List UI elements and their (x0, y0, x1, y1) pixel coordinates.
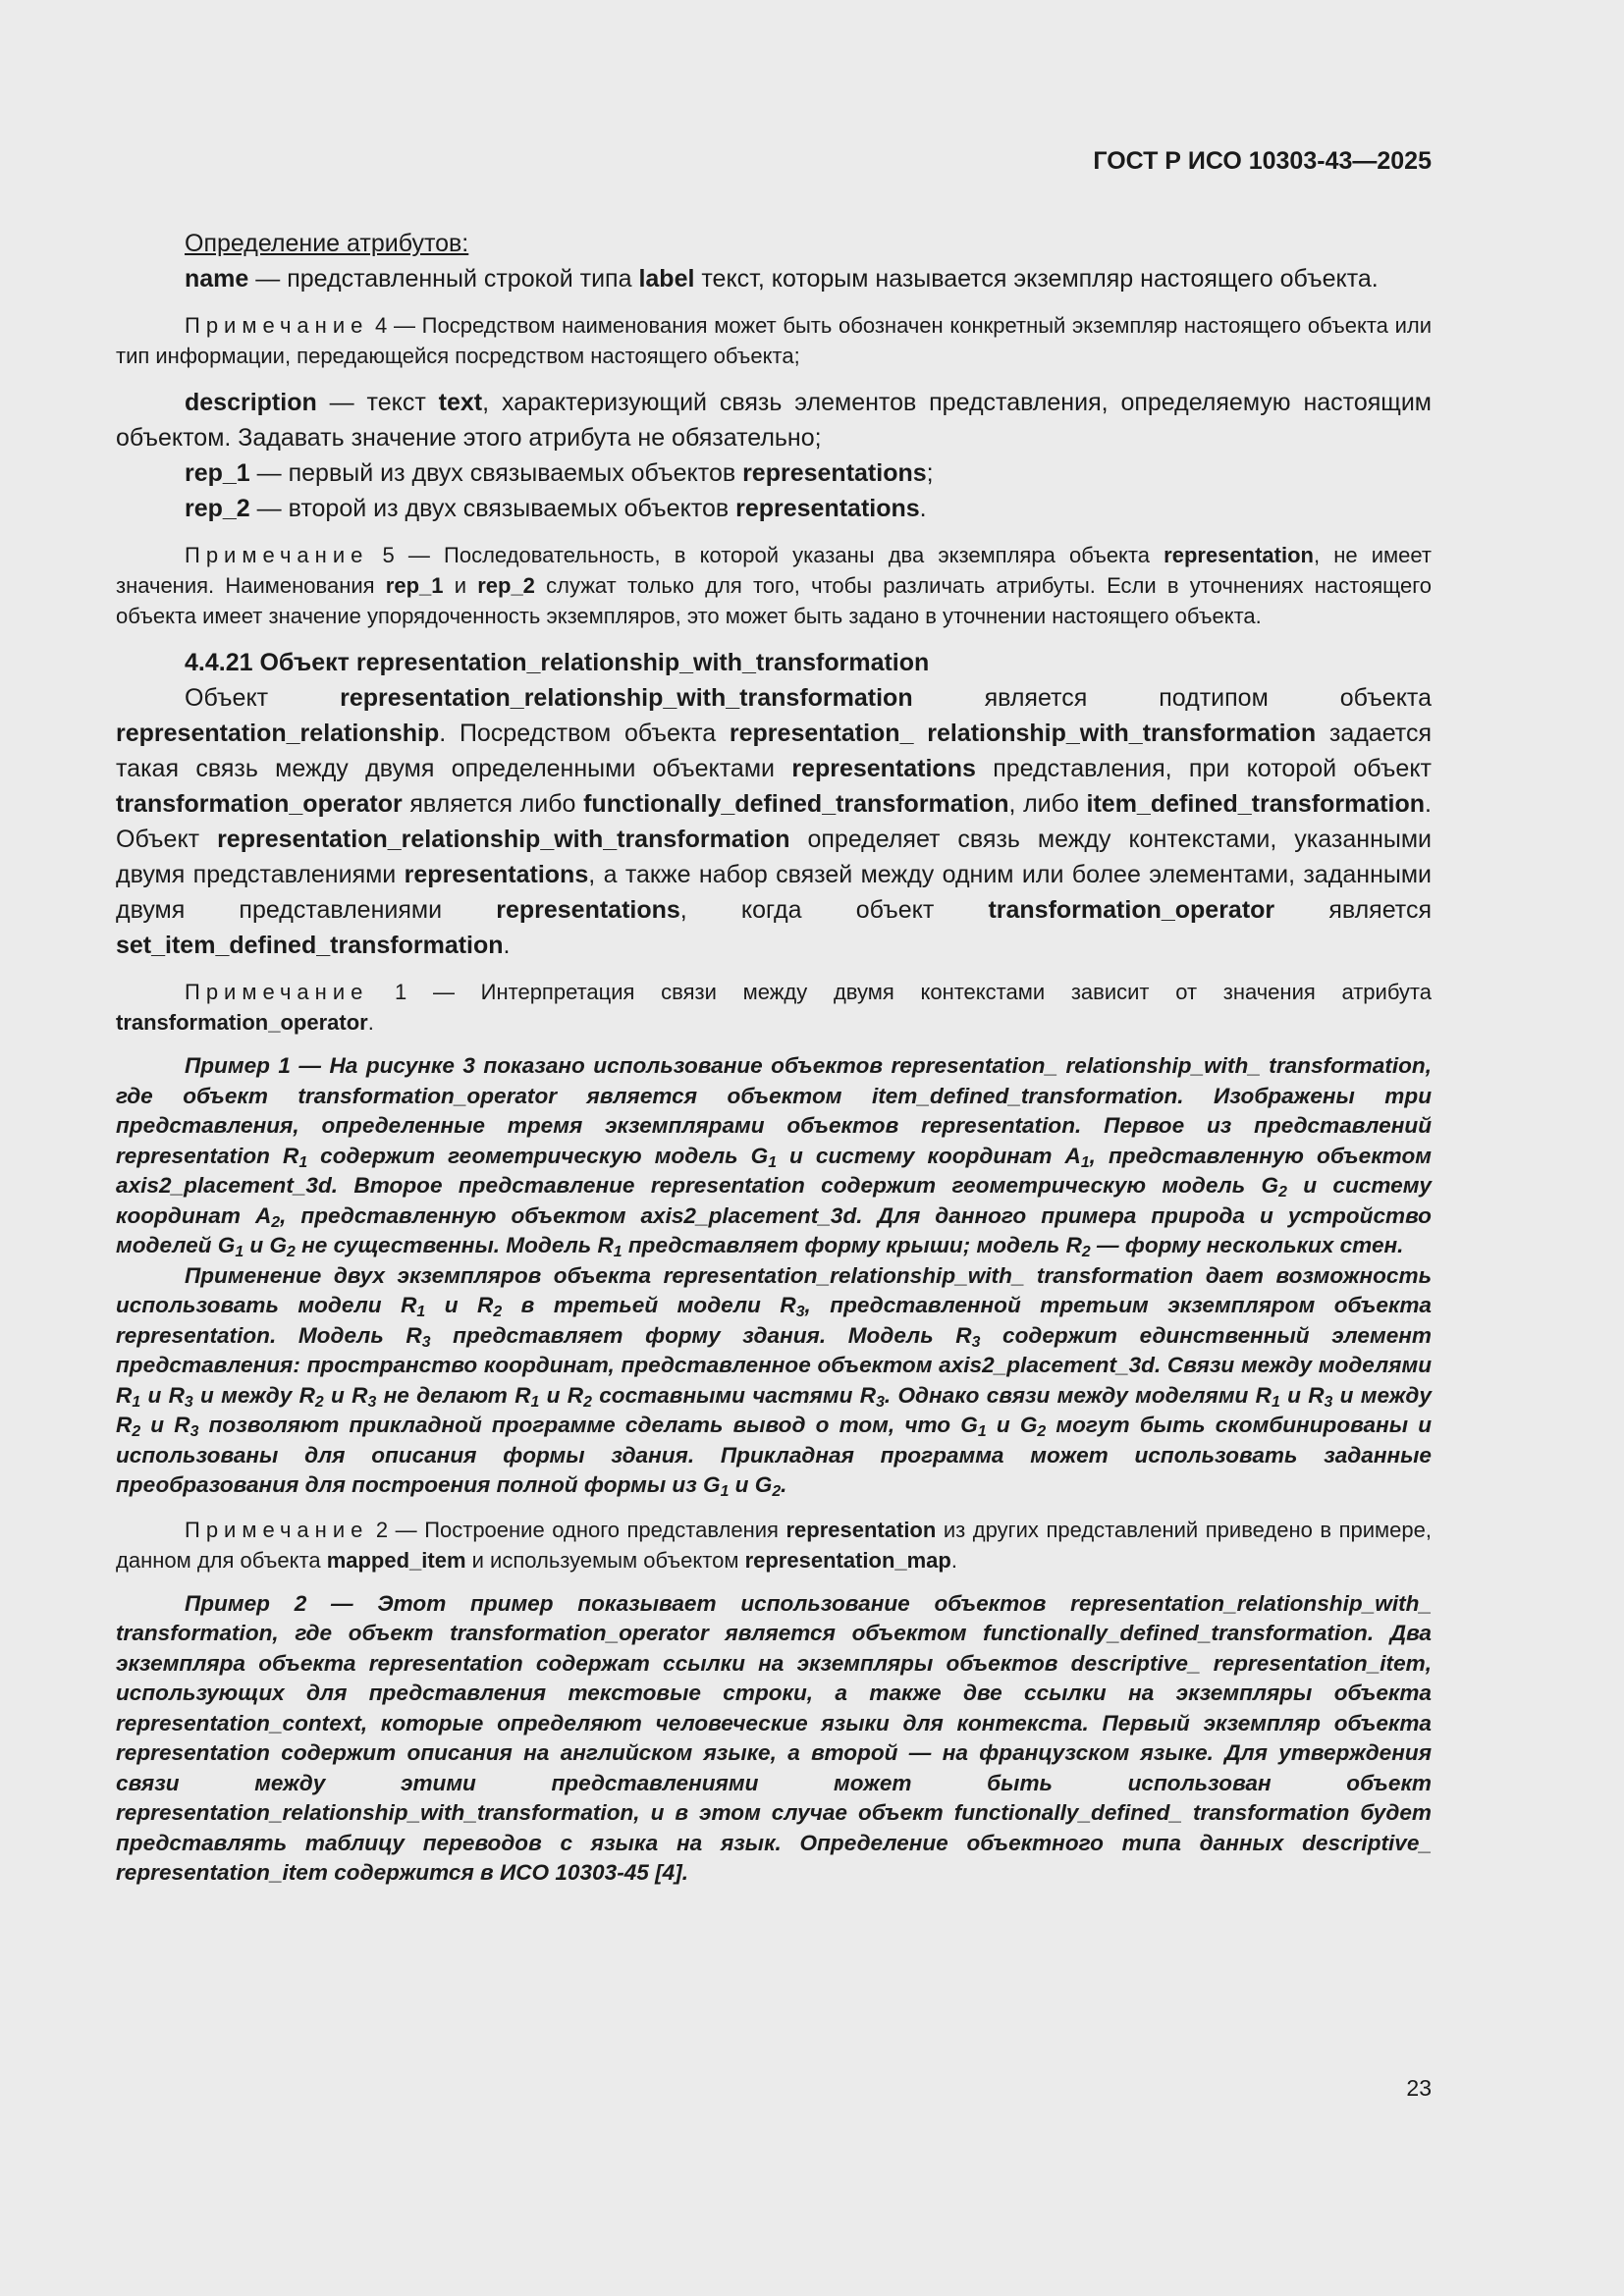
def-description: description — текст text, характеризующий связь элементов представления, определяемую настоящим объектом. Задавать значение этого атрибута не обязательно; (116, 389, 1432, 452)
document-page (116, 0, 1432, 2296)
note-5: Примечание 5 — Последовательность, в которой указаны два экземпляра объекта representation, не имеет значения. Наименования rep_1 и rep_2 служат только для того, чтобы различать атрибуты. Если в уточнениях настоящего объекта имеет значение упорядоченность экземпляров, это может быть задано в уточнении настоящего объекта. (116, 543, 1433, 628)
example-1b: Применение двух экземпляров объекта representation_relationship_with_ transformation дает возможность использовать модели $R_1$ и $R_2$ в третьей модели $R_3$, представленной третьим экземпляром объекта representation. Модель $R_3$ представляет форму здания. Модель $R_3$ содержит единственный элемент представления: пространство координат, представленное объектом axis2_placement_3d. Связи между моделями $R_1$ и $R_3$ и между $R_2$ и $R_3$ не делают $R_1$ и $R_2$ составными частями $R_3$. Однако связи между моделями $R_1$ и $R_3$ и между $R_2$ и $R_3$ позволяют прикладной программе сделать вывод о том, что $G_1$ и $G_2$ могут быть скомбинированы и использованы для описания формы здания. Прикладная программа может использовать заданные преобразования для построения полной формы из $G_1$ и $G_2$. (116, 1262, 1432, 1500)
page-number: 23 (1406, 2075, 1432, 2101)
def-rep1: rep_1 — первый из двух связываемых объектов representations; (185, 459, 934, 487)
section-heading: 4.4.21 Объект representation_relationship_with_transformation (185, 649, 930, 676)
note-2: Примечание 2 — Построение одного представления representation из других представлений приведено в примере, данном для объекта mapped_item и используемым объектом representation_map. (116, 1517, 1432, 1573)
def-name: name — представленный строкой типа label текст, которым называется экземпляр настоящего объекта. (185, 265, 1379, 293)
section-body: Объект representation_relationship_with_transformation является подтипом объекта representation_relationship. Посредством объекта representation_ relationship_with_transformation задается такая связь между двумя определенными объектами representations представления, при которой объект transformation_operator является либо functionally_defined_transformation, либо item_defined_transformation. Объект representation_relationship_with_transformation определяет связь между контекстами, указанными двумя представлениями representations, а также набор связей между одним или более элементами, заданными двумя представлениями representations, когда объект transformation_operator является set_item_defined_transformation. (116, 684, 1432, 959)
attr-defs-title: Определение атрибутов: (185, 230, 469, 257)
example-2: Пример 2 — Этот пример показывает использование объектов representation_relationship_with_ transformation, где объект transformation_operator является объектом functionally_defined_transformation. Два экземпляра объекта representation содержат ссылки на экземпляры объектов descriptive_ representation_item, использующих для представления текстовые строки, а также две ссылки на экземпляры объекта representation_context, которые определяют человеческие языки для контекста. Первый экземпляр объекта representation содержит описания на английском языке, а второй — на французском языке. Для утверждения связи между этими представлениями может быть использован объект representation_relationship_with_transformation, и в этом случае объект functionally_defined_ transformation будет представлять таблицу переводов с языка на язык. Определение объектного типа данных descriptive_ representation_item содержится в ИСО 10303-45 [4]. (116, 1590, 1432, 1885)
def-rep2: rep_2 — второй из двух связываемых объектов representations. (185, 495, 927, 522)
note-4: Примечание 4 — Посредством наименования может быть обозначен конкретный экземпляр настоящего объекта или тип информации, передающейся посредством настоящего объекта; (116, 313, 1432, 368)
example-1a: Пример 1 — На рисунке 3 показано использование объектов representation_ relationship_with_ transformation, где объект transformation_operator является объектом item_defined_transformation. Изображены три представления, определенные тремя экземплярами объектов representation. Первое из представлений representation $R_1$ содержит геометрическую модель $G_1$ и систему координат $A_1$, представленную объектом axis2_placement_3d. Второе представление representation содержит геометрическую модель $G_2$ и систему координат $A_2$, представленную объектом axis2_placement_3d. Для данного примера природа и устройство моделей $G_1$ и $G_2$ не существенны. Модель $R_1$ представляет форму крыши; модель $R_2$ — форму нескольких стен. (116, 1053, 1432, 1260)
page-content (116, 226, 1432, 1889)
note-1: Примечание 1 — Интерпретация связи между двумя контекстами зависит от значения атрибута transformation_operator. (116, 980, 1432, 1035)
document-header: ГОСТ Р ИСО 10303-43—2025 (1093, 147, 1432, 175)
